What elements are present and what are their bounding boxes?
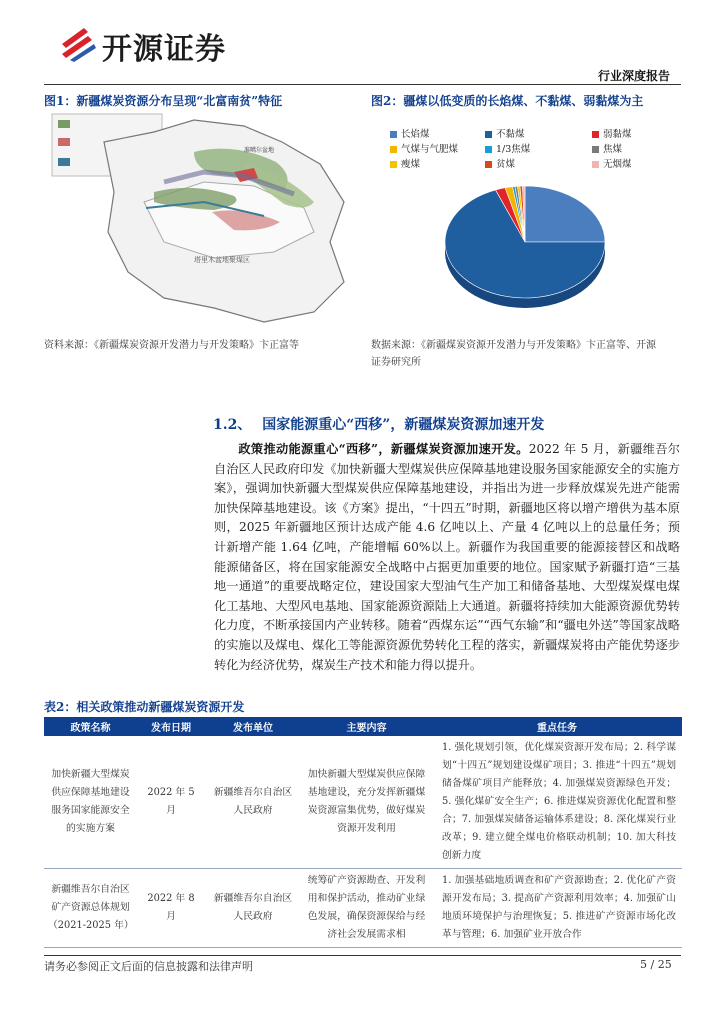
policy-date: 2022 年 5 月: [137, 736, 205, 869]
figure2-source: [371, 337, 683, 371]
col-header: 政策名称: [44, 717, 137, 736]
legend-swatch: [390, 161, 397, 168]
legend-swatch: [592, 146, 599, 153]
legend-label: 1/3焦煤: [496, 144, 531, 155]
table-header-row: [44, 717, 682, 736]
figure2-source-line2: 证券研究所: [371, 357, 421, 368]
figure2-source-line1: 数据来源：《新疆煤炭资源开发潜力与开发策略》卞正富等、开源: [371, 340, 656, 351]
legend-swatch: [592, 161, 599, 168]
table-row: [44, 736, 682, 869]
figure1-source: 资料来源：《新疆煤炭资源开发潜力与开发策略》卞正富等: [44, 340, 299, 351]
pie-slice-长焰煤: [525, 186, 605, 242]
legend-low-rank-swatch: [58, 120, 70, 128]
legend-label: 瘦煤: [401, 159, 421, 170]
footer-rule: [44, 955, 681, 956]
policy-content: 统筹矿产资源勘查、开发利用和保护活动，推动矿业绿色发展，确保资源保给与经济社会发展需求相: [301, 869, 432, 948]
col-header: 发布单位: [205, 717, 301, 736]
pie-chart: [440, 180, 610, 320]
figure1-map: [44, 112, 360, 332]
section-heading: [213, 414, 544, 434]
policy-table: [44, 717, 682, 948]
logo-mark-icon: [58, 24, 98, 64]
svg-text:准噶尔盆地: 准噶尔盆地: [244, 147, 275, 154]
legend-swatch: [485, 161, 492, 168]
policy-tasks: 1. 强化规划引领，优化煤炭资源开发布局；2. 科学谋划“十四五”规划建设煤矿项目；3. 推进“十四五”规划储备煤矿项目产能释放；4. 加强煤炭资源绿色开发；5. 强化煤矿安全生产；6. 推进煤炭资源优化配置和整合；7. 加强煤炭储备运输体系建设；8. 深化煤炭行业改革；9. 建立健全煤电价格联动机制；10. 加大科技创新力度: [432, 736, 682, 869]
legend-swatch: [390, 131, 397, 138]
figure1-title: 图1：新疆煤炭资源分布呈现“北富南贫”特征: [44, 94, 283, 108]
legend-label: 无烟煤: [603, 159, 632, 170]
footer-disclaimer: 请务必参阅正文后面的信息披露和法律声明: [44, 960, 253, 973]
page-number: 5 / 25: [640, 958, 672, 971]
policy-unit: 新疆维吾尔自治区人民政府: [205, 736, 301, 869]
policy-name: 加快新疆大型煤炭供应保障基地建设服务国家能源安全的实施方案: [44, 736, 137, 869]
section-title: 国家能源重心“西移”，新疆煤炭资源加速开发: [262, 417, 545, 433]
logo: [58, 24, 98, 64]
legend-swatch: [592, 131, 599, 138]
header-rule: [44, 84, 681, 85]
policy-name: 新疆维吾尔自治区矿产资源总体规划（2021-2025 年）: [44, 869, 137, 948]
col-header: 主要内容: [301, 717, 432, 736]
logo-text: 开源证券: [102, 32, 226, 67]
figure2-title: 图2：疆煤以低变质的长焰煤、不黏煤、弱黏煤为主: [371, 94, 644, 108]
legend-label: 焦煤: [603, 144, 623, 155]
legend-label: 弱黏煤: [603, 129, 632, 140]
table-title: 表2：相关政策推动新疆煤炭资源开发: [44, 700, 245, 714]
table-row: [44, 869, 682, 948]
paragraph-body: 2022 年 5 月，新疆维吾尔自治区人民政府印发《加快新疆大型煤炭供应保障基地建设服务国家能源安全的实施方案》，强调加快新疆大型煤炭供应保障基地建设，并指出为进一步释放煤炭先进产能需加快保障基地建设。该《方案》提出，“十四五”时期，新疆地区将以增产增供为基本原则，2025 年新疆地区预计达成产能 4.6 亿吨以上、产量 4 亿吨以上的总量任务；预计新增产能 1.64 亿吨，产能增幅 60%以上。新疆作为我国重要的能源接替区和战略能源储备区，将在国家能源安全战略中占据更加重要的地位。国家赋予新疆打造“三基地一通道”的重要战略定位，建设国家大型油气生产加工和储备基地、大型煤炭煤电煤化工基地、大型风电基地、国家能源资源陆上大通道。新疆将持续加大能源资源优势转化力度，不断承接国内产业转移。随着“西煤东运”“西气东输”和“疆电外送”等国家战略的实施以及煤电、煤化工等能源资源优势转化工程的落实，新疆煤炭将由产能优势逐步转化为经济优势，煤炭生产技术和能力得以提升。: [214, 442, 680, 672]
legend-swatch: [485, 131, 492, 138]
col-header: 重点任务: [432, 717, 682, 736]
policy-date: 2022 年 8 月: [137, 869, 205, 948]
legend-mid-rank-swatch: [58, 138, 70, 146]
body-paragraph: [214, 440, 680, 675]
report-type: 行业深度报告: [598, 69, 671, 83]
col-header: 发布日期: [137, 717, 205, 736]
svg-text:塔里木盆地聚煤区: 塔里木盆地聚煤区: [194, 256, 250, 264]
legend-anthracite-swatch: [58, 158, 70, 166]
policy-tasks: 1. 加强基础地质调查和矿产资源勘查；2. 优化矿产资源开发布局；3. 提高矿产资源利用效率；4. 加强矿山地质环境保护与治理恢复；5. 推进矿产资源市场化改革与管理；6. 加强矿业开放合作: [432, 869, 682, 948]
policy-unit: 新疆维吾尔自治区人民政府: [205, 869, 301, 948]
policy-content: 加快新疆大型煤炭供应保障基地建设，充分发挥新疆煤炭资源富集优势，做好煤炭资源开发利用: [301, 736, 432, 869]
legend-label: 不黏煤: [496, 129, 525, 140]
paragraph-lead: 政策推动能源重心“西移”，新疆煤炭资源加速开发。: [238, 442, 529, 456]
section-number: 1.2、: [213, 417, 252, 433]
legend-label: 长焰煤: [401, 129, 430, 140]
legend-swatch: [485, 146, 492, 153]
legend-swatch: [390, 146, 397, 153]
legend-label: 贫煤: [496, 159, 516, 170]
legend-label: 气煤与气肥煤: [401, 144, 459, 155]
